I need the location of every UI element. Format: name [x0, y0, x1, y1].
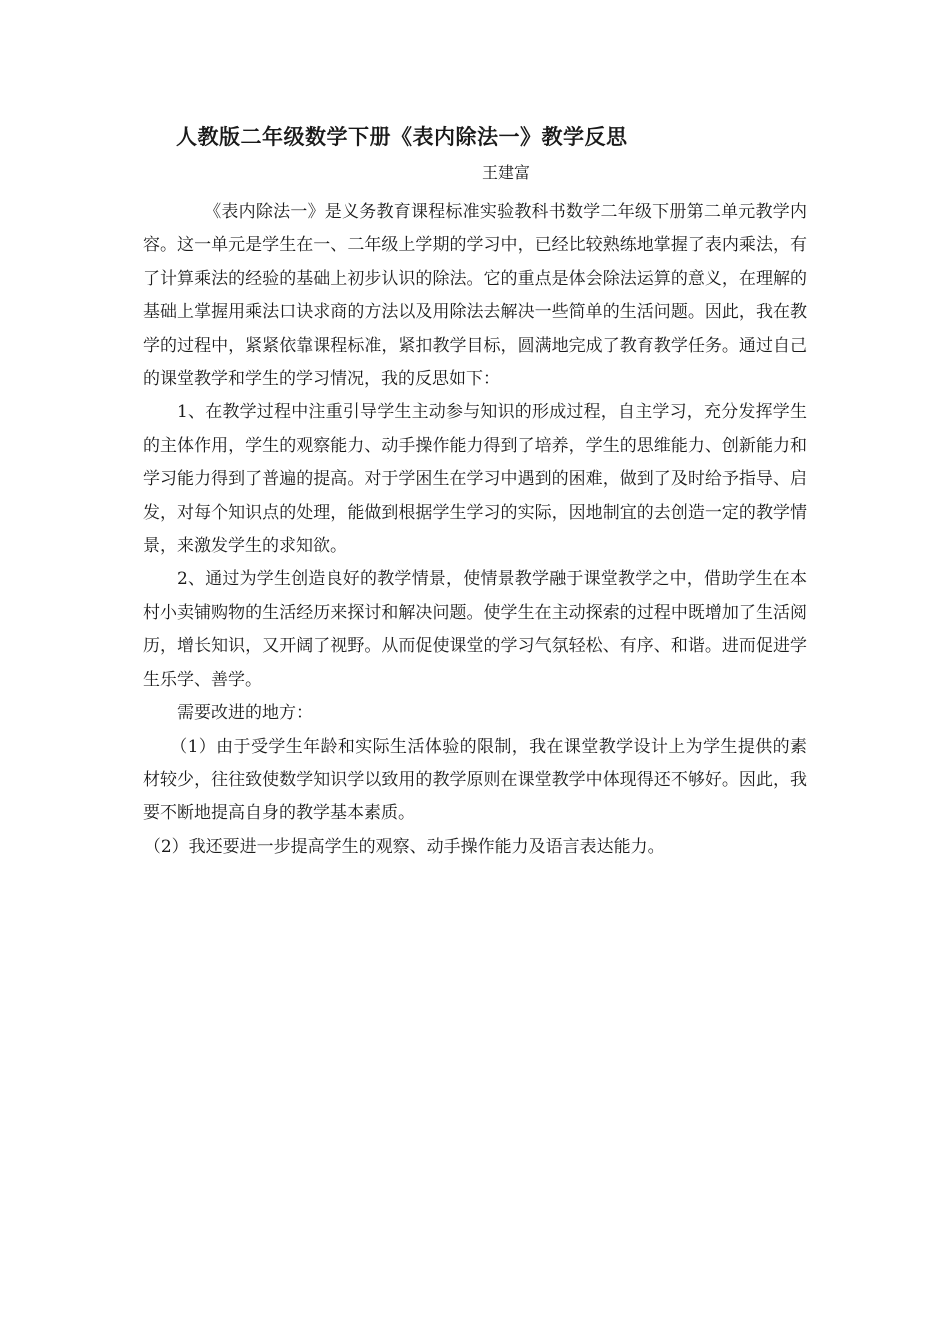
paragraph-point-2: 2、通过为学生创造良好的教学情景，使情景教学融于课堂教学之中，借助学生在本村小卖铺购物的生活经历来探讨和解决问题。使学生在主动探索的过程中既增加了生活阅历，增长知识，又开阔了视野。从而促使课堂的学习气氛轻松、有序、和谐。进而促进学生乐学、善学。: [143, 569, 807, 690]
document-title: 人教版二年级数学下册《表内除法一》教学反思: [176, 124, 628, 149]
paragraph-improvement-2: （2）我还要进一步提高学生的观察、动手操作能力及语言表达能力。: [143, 836, 665, 857]
paragraph-point-1: 1、在教学过程中注重引导学生主动参与知识的形成过程，自主学习，充分发挥学生的主体作用，学生的观察能力、动手操作能力得到了培养，学生的思维能力、创新能力和学习能力得到了普遍的提高。对于学困生在学习中遇到的困难，做到了及时给予指导、启发，对每个知识点的处理，能做到根据学生学习的实际，因地制宜的去创造一定的教学情景，来激发学生的求知欲。: [143, 402, 807, 557]
document-body: [143, 196, 807, 864]
paragraph-improvement-1: （1）由于受学生年龄和实际生活体验的限制，我在课堂教学设计上为学生提供的素材较少，往往致使数学知识学以致用的教学原则在课堂教学中体现得还不够好。因此，我要不断地提高自身的教学基本素质。: [143, 736, 807, 824]
paragraph-intro: 《表内除法一》是义务教育课程标准实验教科书数学二年级下册第二单元教学内容。这一单元是学生在一、二年级上学期的学习中，已经比较熟练地掌握了表内乘法，有了计算乘法的经验的基础上初步认识的除法。它的重点是体会除法运算的意义，在理解的基础上掌握用乘法口诀求商的方法以及用除法去解决一些简单的生活问题。因此，我在教学的过程中，紧紧依靠课程标准，紧扣教学目标，圆满地完成了教育教学任务。通过自己的课堂教学和学生的学习情况，我的反思如下：: [143, 202, 807, 390]
document-author: 王建富: [482, 163, 531, 182]
paragraph-improvements-heading: 需要改进的地方：: [177, 703, 313, 724]
